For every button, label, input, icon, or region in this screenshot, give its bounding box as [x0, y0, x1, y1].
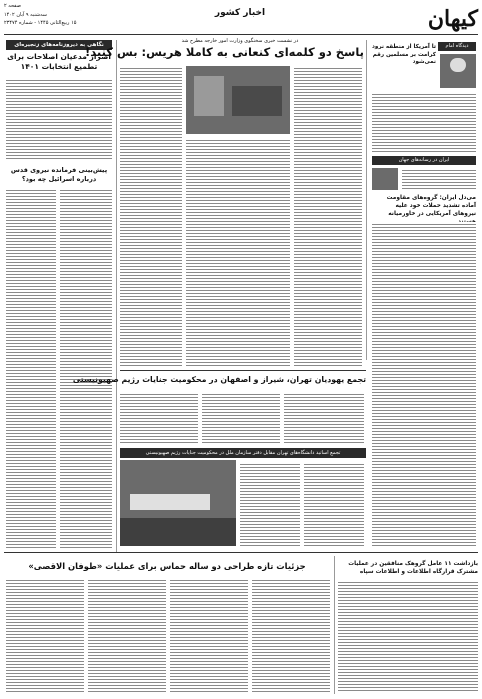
left-box-title: نگاهی به دیروزنامه‌های زنجیره‌ای [14, 42, 104, 48]
bottom-body-b [88, 578, 166, 692]
rally-photo [120, 460, 236, 546]
section-title: اخبار کشور [214, 8, 266, 18]
mid-rule [120, 370, 366, 371]
press-conference-photo [186, 66, 290, 134]
date-line: سه‌شنبه ۹ آبان ۱۴۰۲ [4, 12, 47, 18]
bottom-body-c [170, 578, 248, 692]
left-body-2 [6, 188, 56, 548]
issue-line: ۱۵ ربیع‌الثانی ۱۴۴۵ - شماره ۲۳۴۷۴ [4, 20, 77, 26]
left-headline-2: پیش‌بینی فرمانده نیروی قدس درباره اسرائیل چه بود؟ [10, 166, 108, 183]
mid-body-c [284, 392, 364, 444]
header-rule [4, 34, 478, 35]
right-box2-label: ایران در رسانه‌های جهان [372, 156, 476, 165]
mid-headline: تجمع یهودیان تهران، شیراز و اصفهان در محکومیت جنایات رژیم صهیونیستی [72, 375, 366, 384]
main-col-rule [366, 40, 367, 360]
right-box-label: دیدگاه امام [438, 42, 476, 51]
left-body-3 [60, 188, 112, 548]
right-bottom-body [338, 580, 478, 692]
right-body-2 [372, 222, 476, 548]
logo-text: کیهان [427, 6, 478, 32]
main-col-b [186, 138, 290, 366]
bottom-rule [4, 552, 478, 553]
rally-body-a [240, 462, 300, 548]
imam-portrait [440, 54, 476, 88]
right-bottom-headline: بازداشت ۱۱ عامل گروهک منافقین در عملیات مشترک قرارگاه اطلاعات و اطلاعات سپاه [348, 561, 478, 575]
main-kicker: در نشست خبری سخنگوی وزارت امور خارجه مطرح شد [181, 38, 299, 44]
main-headline: پاسخ دو کلمه‌ای کنعانی به کاملا هریس: بس کنید! [85, 45, 364, 59]
bottom-body-d [252, 578, 330, 692]
mid-body-a [120, 392, 198, 444]
right-small-photo [372, 168, 398, 190]
bottom-headline: جزئیات تازه طراحی دو ساله حماس برای عملیات «طوفان الاقصی» [28, 561, 306, 571]
right-box2-body [402, 168, 476, 190]
bottom-col-rule [334, 556, 335, 694]
left-body-1 [6, 78, 112, 160]
bottom-body-a [6, 578, 84, 692]
photo-caption: تجمع اساتید دانشگاه‌های تهران مقابل دفتر سازمان ملل در محکومیت جنایات رژیم صهیونیستی [120, 448, 366, 458]
left-headline: اصرار مدعیان اصلاحات برای تطمیع انتخابات ۱۴۰۱ [7, 52, 111, 71]
right-top-body [372, 92, 476, 152]
left-col-rule [116, 40, 117, 552]
rally-body-b [304, 462, 364, 548]
right-top-headline: تا آمریکا از منطقه نرود کرامت بر مسلمین رقم نمی‌شود [372, 44, 436, 65]
main-col-a [120, 66, 182, 366]
right-headline-3: می‌دل ایران: گروه‌های مقاومت آماده تشدید حملات خود علیه نیروهای آمریکایی در خاورمیانه [386, 195, 476, 217]
main-col-c [294, 66, 362, 366]
mid-body-b [202, 392, 280, 444]
newspaper-logo [398, 4, 478, 34]
page-number: صفحه ۲ [4, 3, 21, 9]
